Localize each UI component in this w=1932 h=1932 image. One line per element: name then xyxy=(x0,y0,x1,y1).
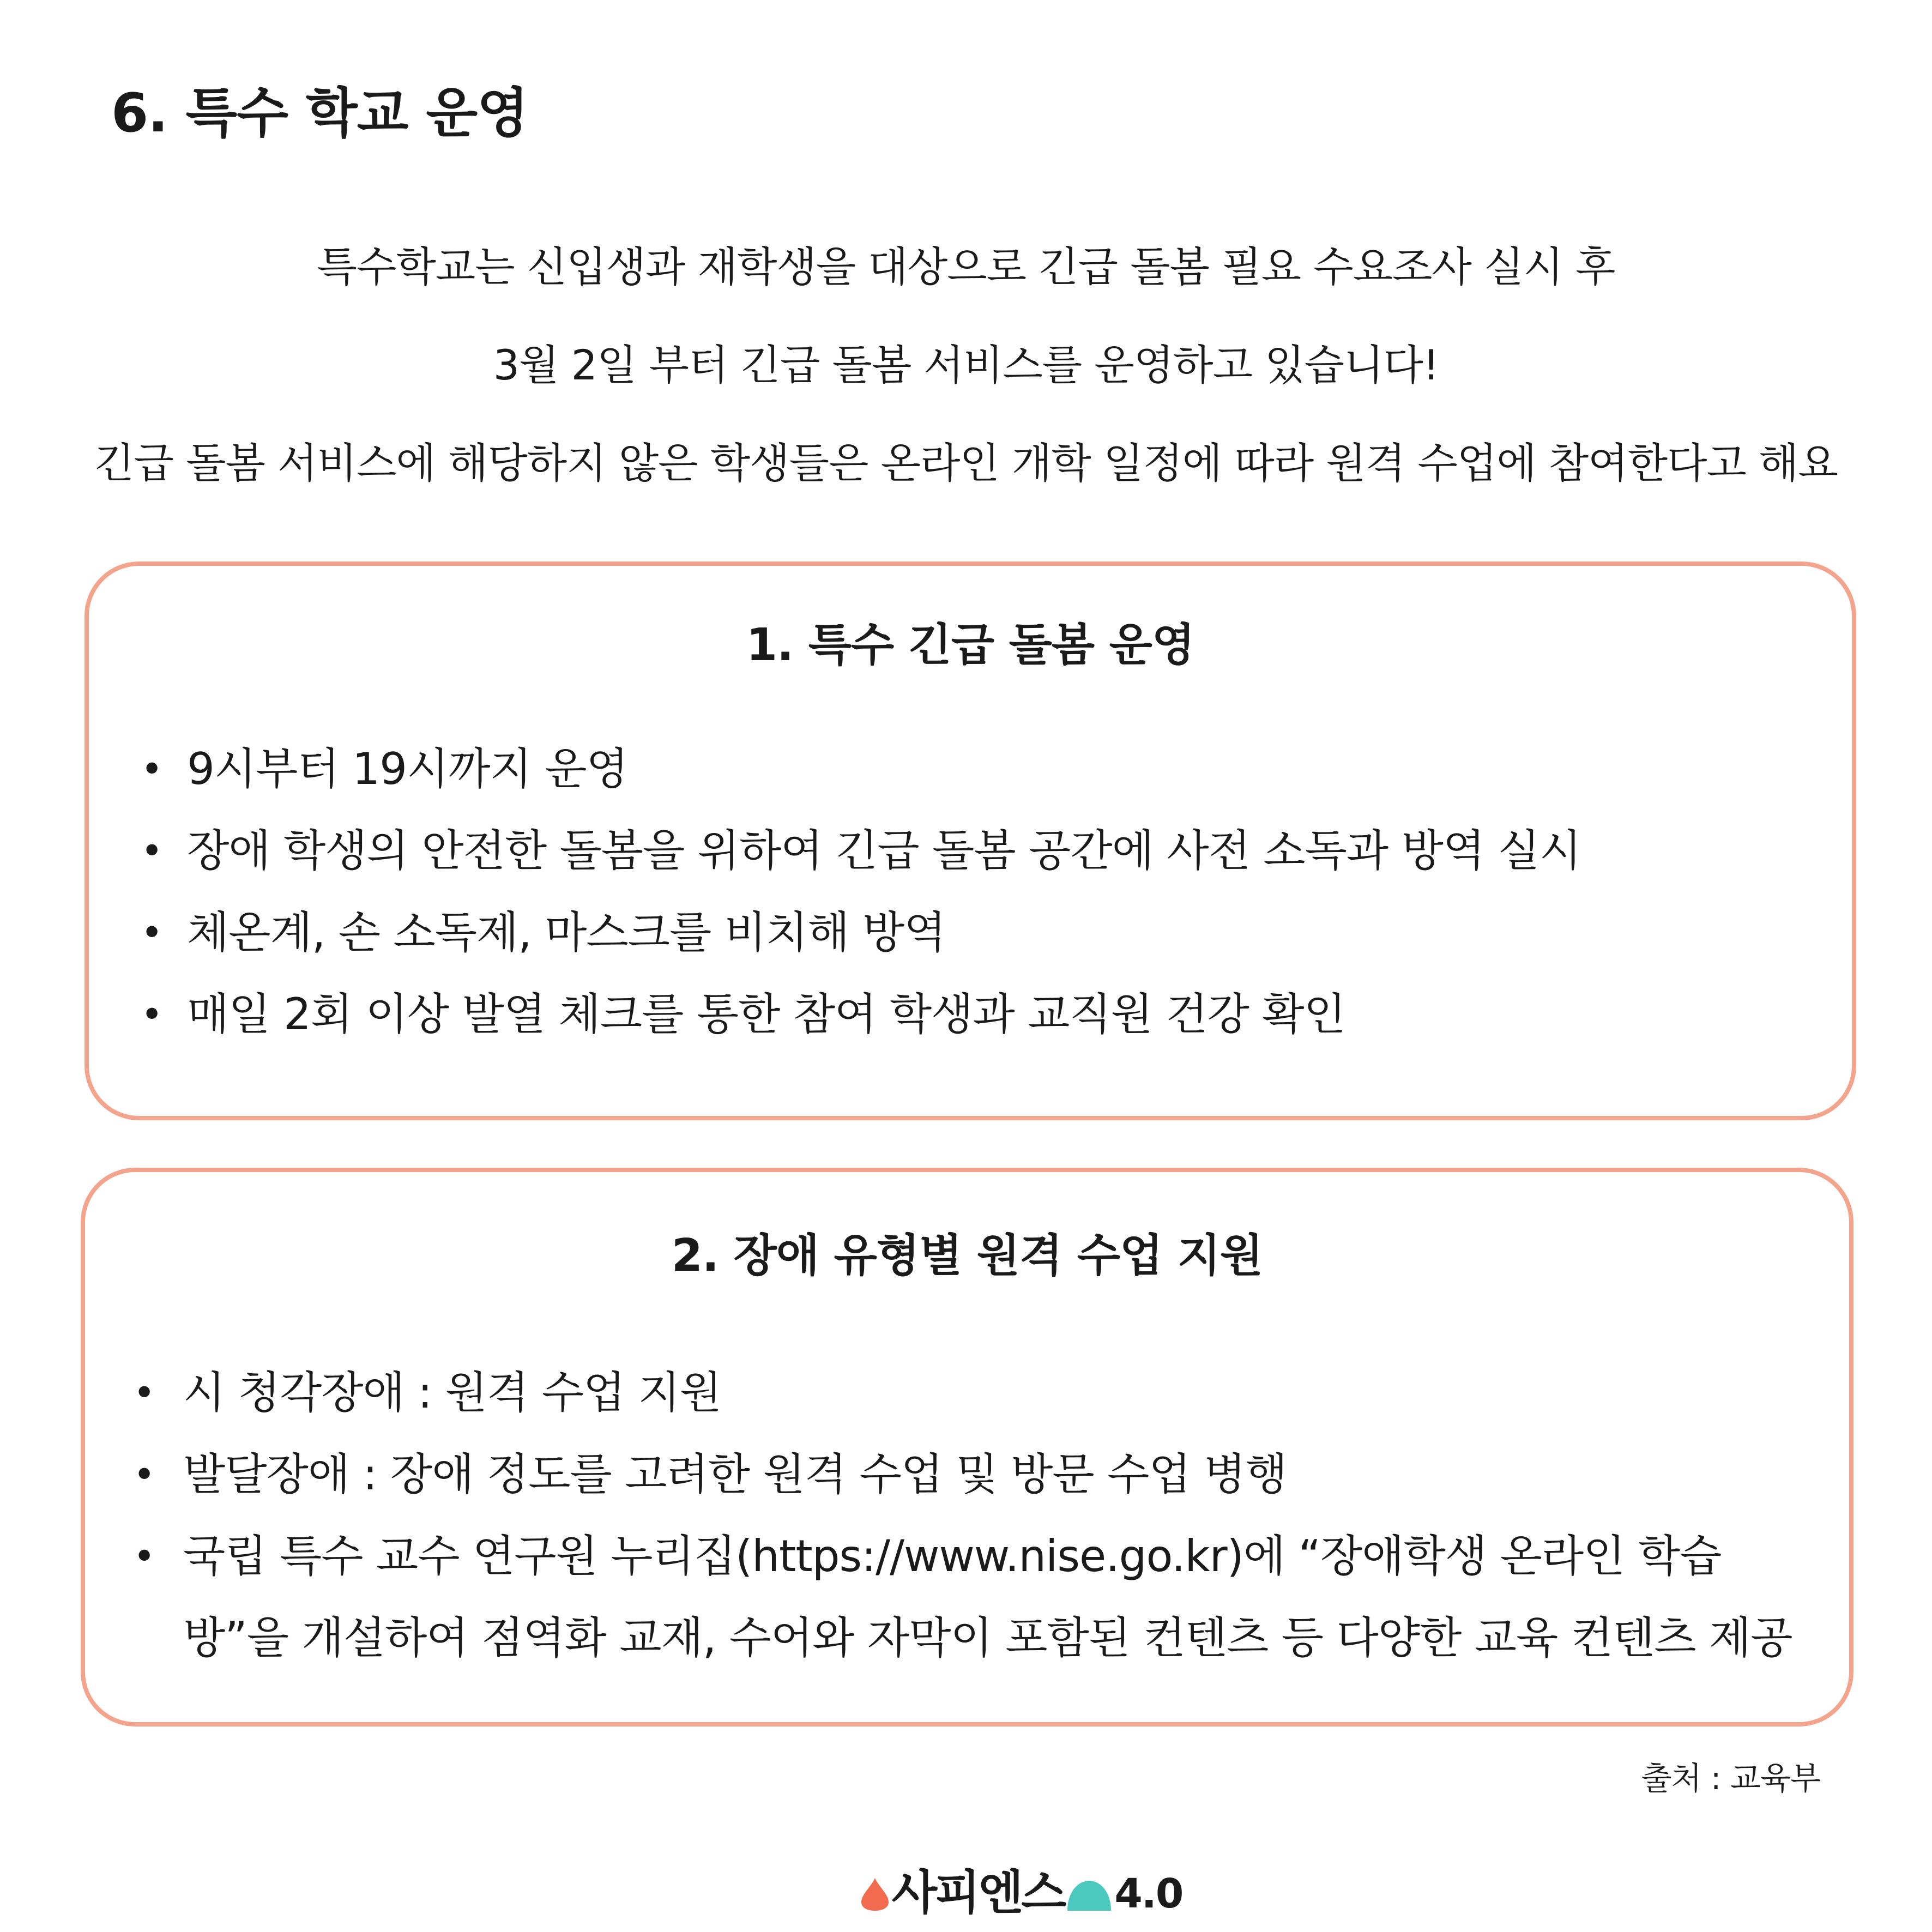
list-item xyxy=(85,1434,1816,1516)
list-item xyxy=(85,1516,1816,1679)
intro-line: 3월 2일 부터 긴급 돌봄 서비스를 운영하고 있습니다! xyxy=(493,341,1439,389)
section-card-emergency-care xyxy=(84,562,1856,1120)
bullet-list xyxy=(85,1352,1816,1679)
intro-line: 긴급 돌봄 서비스에 해당하지 않은 학생들은 온라인 개학 일정에 따라 원격 수업에 참여한다고 해요 xyxy=(94,439,1838,487)
logo-version: 4.0 xyxy=(1114,1870,1183,1917)
section-title: 1. 특수 긴급 돌봄 운영 xyxy=(746,619,1195,671)
section-title: 2. 장애 유형별 원격 수업 지원 xyxy=(671,1230,1263,1282)
bullet-icon: • xyxy=(133,1534,155,1579)
list-item-text: 매일 2회 이상 발열 체크를 통한 참여 학생과 교직원 건강 확인 xyxy=(187,989,1345,1040)
bullet-icon: • xyxy=(141,747,163,792)
intro-line: 특수학교는 신입생과 재학생을 대상으로 긴급 돌봄 필요 수요조사 실시 후 xyxy=(317,243,1615,291)
bullet-icon: • xyxy=(141,992,163,1037)
bullet-list xyxy=(89,728,1819,1055)
list-item xyxy=(89,892,1819,974)
intro-text xyxy=(0,218,1932,512)
list-item xyxy=(89,810,1819,892)
list-item xyxy=(89,974,1819,1055)
logo-mound-icon xyxy=(1067,1881,1111,1911)
list-item-text: 체온계, 손 소독제, 마스크를 비치해 방역 xyxy=(187,907,946,958)
bullet-icon: • xyxy=(133,1452,155,1497)
list-item-text: 국립 특수 교수 연구원 누리집(https://www.nise.go.kr)에 “장애학생 온라인 학습방”을 개설하여 점역화 교재, 수어와 자막이 포함된 컨텐츠 등 다양한 교육 컨텐츠 제공 xyxy=(183,1531,1792,1663)
bullet-icon: • xyxy=(141,829,163,873)
list-item-text: 시 청각장애 : 원격 수업 지원 xyxy=(183,1367,722,1418)
list-item xyxy=(85,1352,1816,1434)
list-item-text: 9시부터 19시까지 운영 xyxy=(187,744,628,794)
bullet-icon: • xyxy=(141,910,163,955)
page-title: 6. 특수 학교 운영 xyxy=(111,82,528,144)
list-item-text: 발달장애 : 장애 정도를 고려한 원격 수업 및 방문 수업 병행 xyxy=(183,1449,1287,1500)
brand-logo xyxy=(861,1845,1183,1920)
bullet-icon: • xyxy=(133,1370,155,1415)
source-credit: 출처 : 교육부 xyxy=(1641,1760,1820,1797)
logo-text: 사피엔스 xyxy=(892,1865,1065,1920)
list-item xyxy=(89,728,1819,810)
list-item-text: 장애 학생의 안전한 돌봄을 위하여 긴급 돌봄 공간에 사전 소독과 방역 실시 xyxy=(187,825,1581,876)
logo-drop-icon xyxy=(861,1878,889,1911)
section-card-remote-class xyxy=(81,1168,1853,1726)
